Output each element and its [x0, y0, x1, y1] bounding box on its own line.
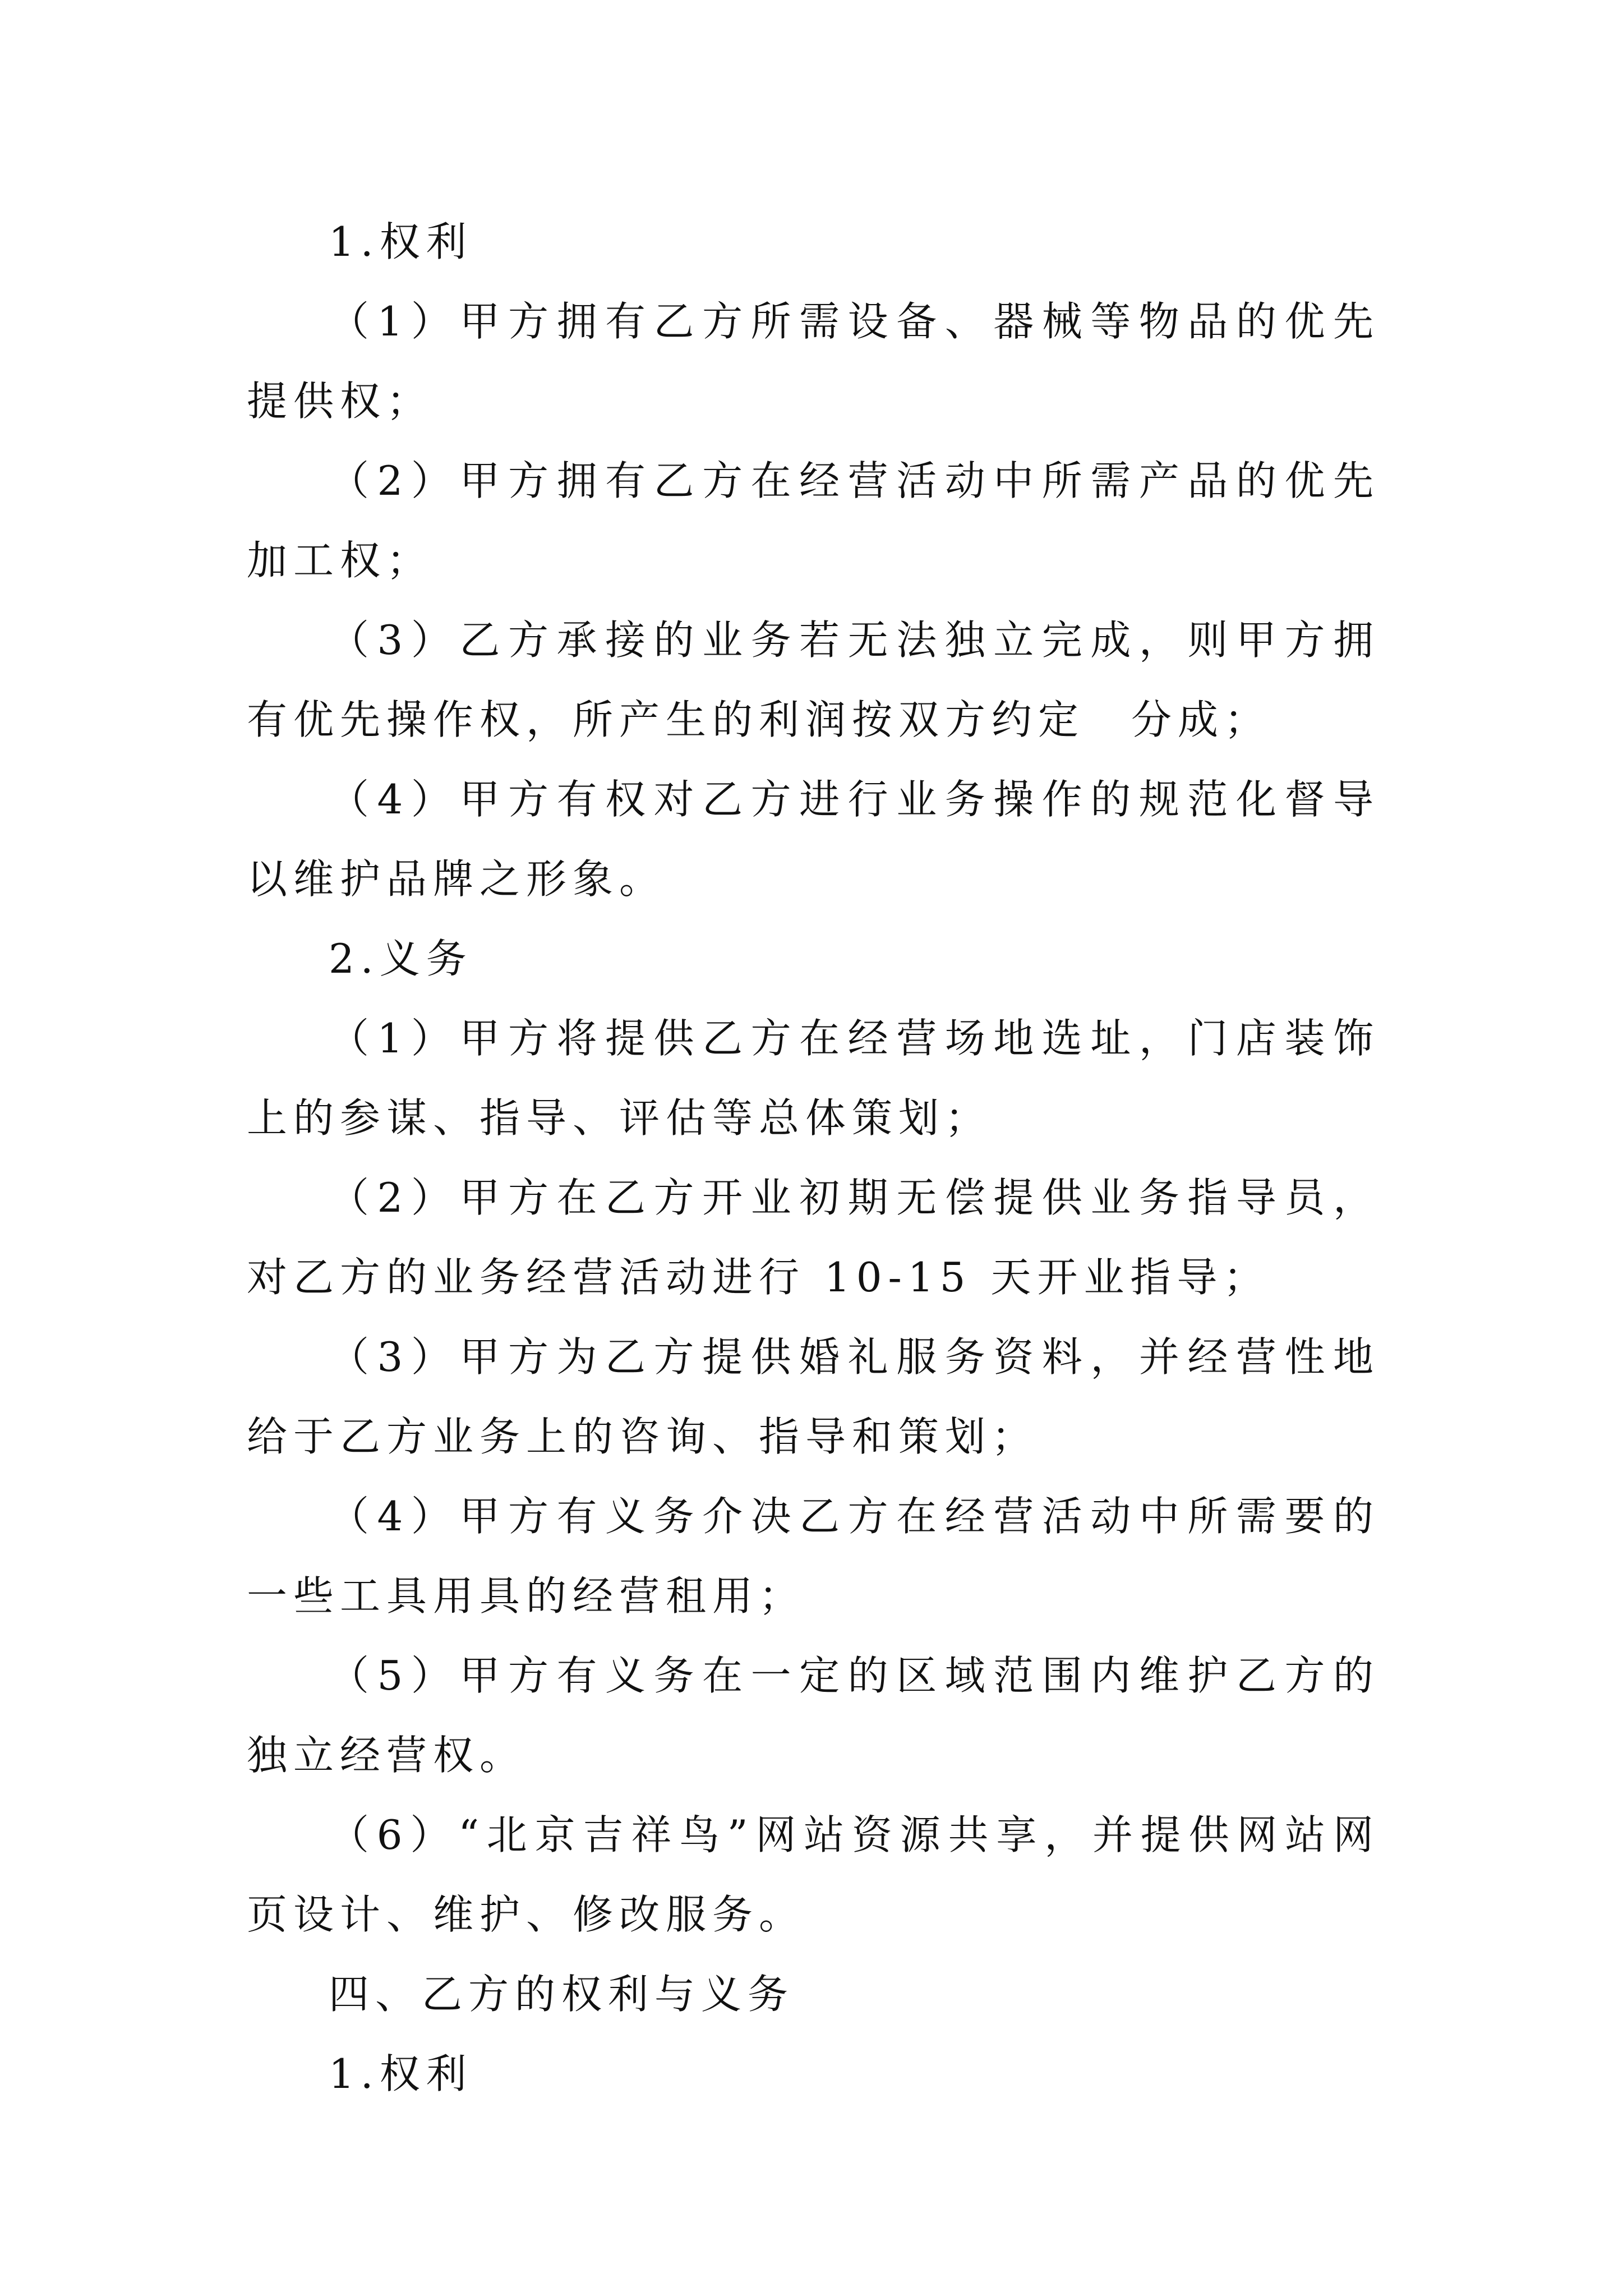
obligations-item-5: （5）甲方有义务在一定的区域范围内维护乙方的独立经营权。: [247, 1652, 1380, 1779]
obligations-item-6: （6）“北京吉祥鸟”网站资源共享，并提供网站网页设计、维护、修改服务。: [247, 1811, 1380, 1938]
rights-item-2: （2）甲方拥有乙方在经营活动中所需产品的优先加工权；: [247, 457, 1380, 584]
rights-item-3: （3）乙方承接的业务若无法独立完成，则甲方拥有优先操作权，所产生的利润按双方约定 分成；: [247, 616, 1380, 743]
obligations-item-1: （1）甲方将提供乙方在经营场地选址，门店装饰上的参谋、指导、评估等总体策划；: [247, 1015, 1380, 1142]
section-heading-rights: 1.权利: [329, 218, 473, 265]
section-heading-party-b: 四、乙方的权利与义务: [329, 1971, 795, 2018]
obligations-item-2: （2）甲方在乙方开业初期无偿提供业务指导员，对乙方的业务经营活动进行 10-15 天开业指导；: [247, 1174, 1380, 1301]
rights-item-4: （4）甲方有权对乙方进行业务操作的规范化督导以维护品牌之形象。: [247, 776, 1380, 903]
obligations-item-3: （3）甲方为乙方提供婚礼服务资料，并经营性地给于乙方业务上的咨询、指导和策划；: [247, 1333, 1380, 1460]
section-heading-party-b-rights: 1.权利: [329, 2050, 473, 2097]
document-body: [247, 202, 1380, 2114]
rights-item-1: （1）甲方拥有乙方所需设备、器械等物品的优先提供权；: [247, 298, 1380, 425]
obligations-item-4: （4）甲方有义务介决乙方在经营活动中所需要的一些工具用具的经营租用；: [247, 1493, 1380, 1619]
section-heading-obligations: 2.义务: [329, 935, 473, 982]
